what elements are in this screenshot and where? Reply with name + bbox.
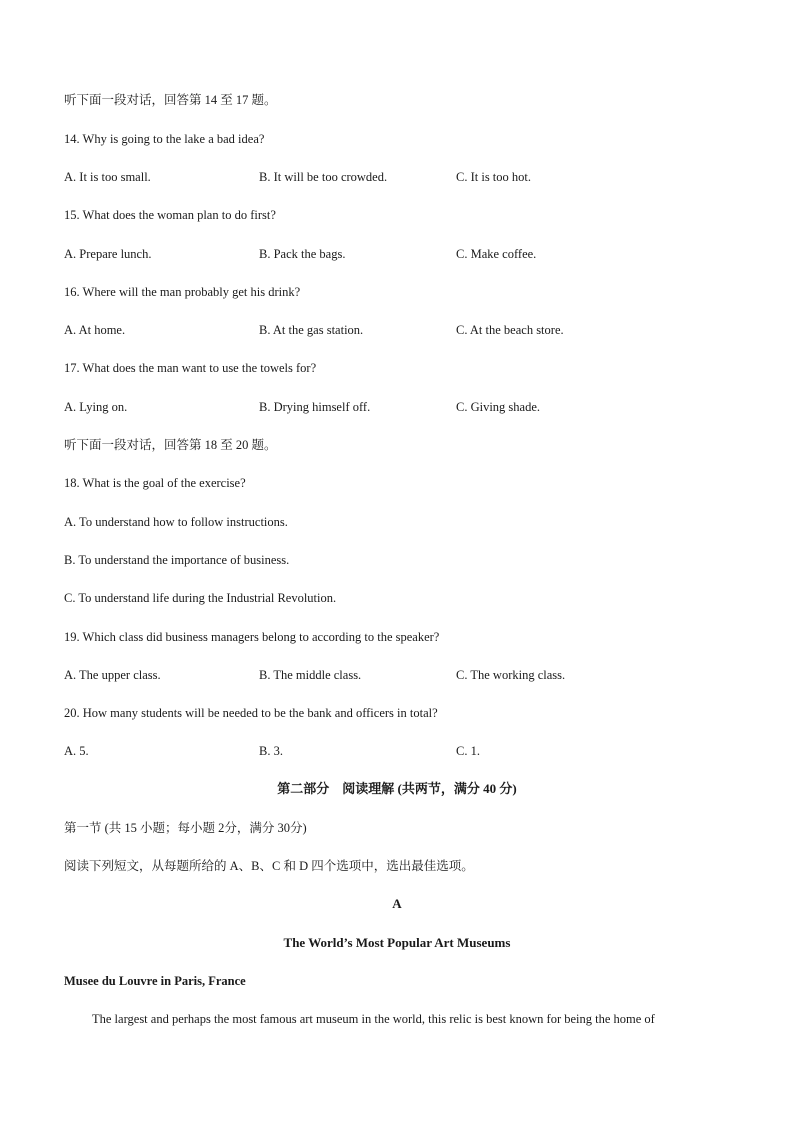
section-one-heading: 第一节 (共 15 小题；每小题 2分，满分 30分) xyxy=(64,821,307,835)
question-14-stem: 14. Why is going to the lake a bad idea? xyxy=(64,132,265,146)
question-20-stem: 20. How many students will be needed to be the bank and officers in total? xyxy=(64,706,438,720)
question-17-stem: 17. What does the man want to use the towels for? xyxy=(64,361,317,375)
question-16-option-b: B. At the gas station. xyxy=(259,323,364,337)
question-15-option-b: B. Pack the bags. xyxy=(259,247,346,261)
question-19-option-b: B. The middle class. xyxy=(259,668,362,682)
question-18-stem: 18. What is the goal of the exercise? xyxy=(64,476,246,490)
section-intro-14-17: 听下面一段对话，回答第 14 至 17 题。 xyxy=(64,93,277,107)
question-17-option-a: A. Lying on. xyxy=(64,400,128,414)
question-18-option-c: C. To understand life during the Industrial Revolution. xyxy=(64,591,337,605)
question-16-option-c: C. At the beach store. xyxy=(456,323,564,337)
question-18-option-a: A. To understand how to follow instructions. xyxy=(64,515,288,529)
question-17-option-b: B. Drying himself off. xyxy=(259,400,371,414)
question-19-option-a: A. The upper class. xyxy=(64,668,161,682)
question-20-option-b: B. 3. xyxy=(259,744,283,758)
passage-title: The World’s Most Popular Art Museums xyxy=(283,935,511,950)
question-14-option-a: A. It is too small. xyxy=(64,170,151,184)
question-16-option-a: A. At home. xyxy=(64,323,126,337)
question-20-option-a: A. 5. xyxy=(64,744,89,758)
question-19-option-c: C. The working class. xyxy=(456,668,566,682)
passage-subheading: Musee du Louvre in Paris, France xyxy=(64,974,246,988)
question-15-stem: 15. What does the woman plan to do first? xyxy=(64,208,276,222)
passage-paragraph: The largest and perhaps the most famous art museum in the world, this relic is best known for being the home of xyxy=(92,1012,655,1026)
question-14-option-c: C. It is too hot. xyxy=(456,170,532,184)
passage-letter: A xyxy=(392,896,402,911)
section-intro-18-20: 听下面一段对话，回答第 18 至 20 题。 xyxy=(64,438,277,452)
question-16-stem: 16. Where will the man probably get his drink? xyxy=(64,285,301,299)
part-two-heading: 第二部分 阅读理解 (共两节，满分 40 分) xyxy=(277,781,517,796)
question-15-option-a: A. Prepare lunch. xyxy=(64,247,152,261)
question-14-option-b: B. It will be too crowded. xyxy=(259,170,388,184)
question-18-option-b: B. To understand the importance of business. xyxy=(64,553,290,567)
question-20-option-c: C. 1. xyxy=(456,744,480,758)
question-19-stem: 19. Which class did business managers belong to according to the speaker? xyxy=(64,630,440,644)
question-15-option-c: C. Make coffee. xyxy=(456,247,537,261)
reading-instruction: 阅读下列短文，从每题所给的 A、B、C 和 D 四个选项中，选出最佳选项。 xyxy=(64,859,474,873)
question-17-option-c: C. Giving shade. xyxy=(456,400,541,414)
